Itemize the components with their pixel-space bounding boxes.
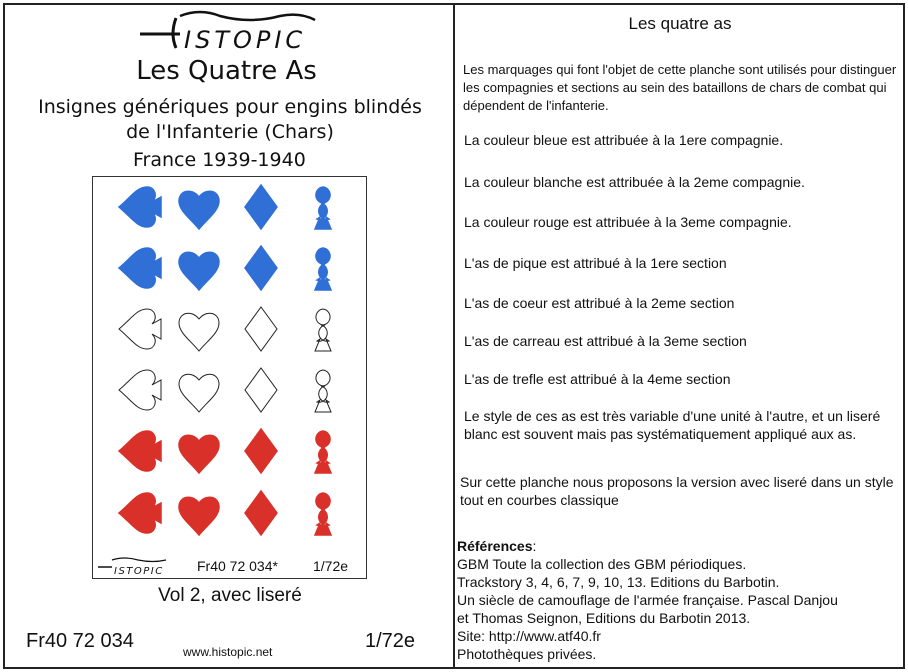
club-icon [315,493,331,535]
intro-paragraph: Les marquages qui font l'objet de cette planche sont utilisés pour distinguer les compagnies et sections au sein des bataillons de chars de combat qui dépendent de l'infanterie. [463,62,897,113]
spade-icon [119,493,161,533]
reference-item: Photothèques privées. [457,646,597,662]
diamond-icon [245,246,277,290]
reference-item: Trackstory 3, 4, 6, 7, 9, 10, 13. Editions du Barbotin. [457,574,780,590]
decal-sheet [92,176,367,579]
subtitle-line1: Insignes génériques pour engins blindés [38,96,422,118]
reference-item: et Thomas Seignon, Editions du Barbotin 2013. [457,610,751,626]
product-code: Fr40 72 034 [26,630,134,652]
svg-text:ISTOPIC: ISTOPIC [184,26,307,52]
company-white-line: La couleur blanche est attribuée à la 2eme compagnie. [464,174,805,190]
website-link[interactable]: www.histopic.net [183,645,273,659]
heart-icon [179,252,219,290]
svg-text:ISTOPIC: ISTOPIC [114,566,164,575]
diamond-icon [245,429,277,473]
spade-icon [119,248,161,288]
decal-grid [93,177,368,557]
right-title: Les quatre as [628,14,732,33]
style-note: Le style de ces as est très variable d'une unité à l'autre, et un liseré blanc est souvent mais pas systématiquement appliqué aux as. [464,408,881,442]
company-red-line: La couleur rouge est attribuée à la 3eme compagnie. [464,214,792,230]
heart-icon [179,191,219,229]
subtitle-line2: de l'Infanterie (Chars) [126,121,334,143]
heart-icon [179,435,219,473]
histopic-logo [140,10,320,52]
section-club-line: L'as de trefle est attribué à la 4eme section [464,371,731,387]
version-note: Sur cette planche nous proposons la version avec liseré dans un style tout en courbes classique [460,474,894,508]
club-icon [315,431,331,473]
diamond-icon [245,491,277,535]
heart-icon [179,497,219,535]
sheet-code: Fr40 72 034* [197,558,278,574]
subtitle-line3: France 1939-1940 [133,149,306,171]
spade-icon [119,309,161,349]
spade-icon [119,370,161,410]
club-icon [315,187,331,229]
club-icon [315,309,331,351]
heart-icon [179,313,219,351]
reference-item: Un siècle de camouflage de l'armée française. Pascal Danjou [457,592,838,608]
club-icon [315,370,331,412]
diamond-icon [245,368,277,412]
sheet-scale: 1/72e [313,558,349,574]
section-diamond-line: L'as de carreau est attribué à la 3eme section [464,333,747,349]
heart-icon [179,374,219,412]
sheet-title: Les Quatre As [136,56,317,86]
product-scale: 1/72e [365,630,416,652]
sheet-logo [98,557,168,575]
section-spade-line: L'as de pique est attribué à la 1ere section [464,255,727,271]
section-heart-line: L'as de coeur est attribué à la 2eme section [464,295,735,311]
volume-label: Vol 2, avec liseré [158,585,302,606]
references [457,537,907,663]
diamond-icon [245,307,277,351]
spade-icon [119,187,161,227]
club-icon [315,248,331,290]
spade-icon [119,431,161,471]
reference-item: GBM Toute la collection des GBM périodiques. [457,556,747,572]
reference-item[interactable]: Site: http://www.atf40.fr [457,628,601,644]
references-heading: Références: [457,538,537,554]
company-blue-line: La couleur bleue est attribuée à la 1ere compagnie. [464,132,784,148]
diamond-icon [245,185,277,229]
